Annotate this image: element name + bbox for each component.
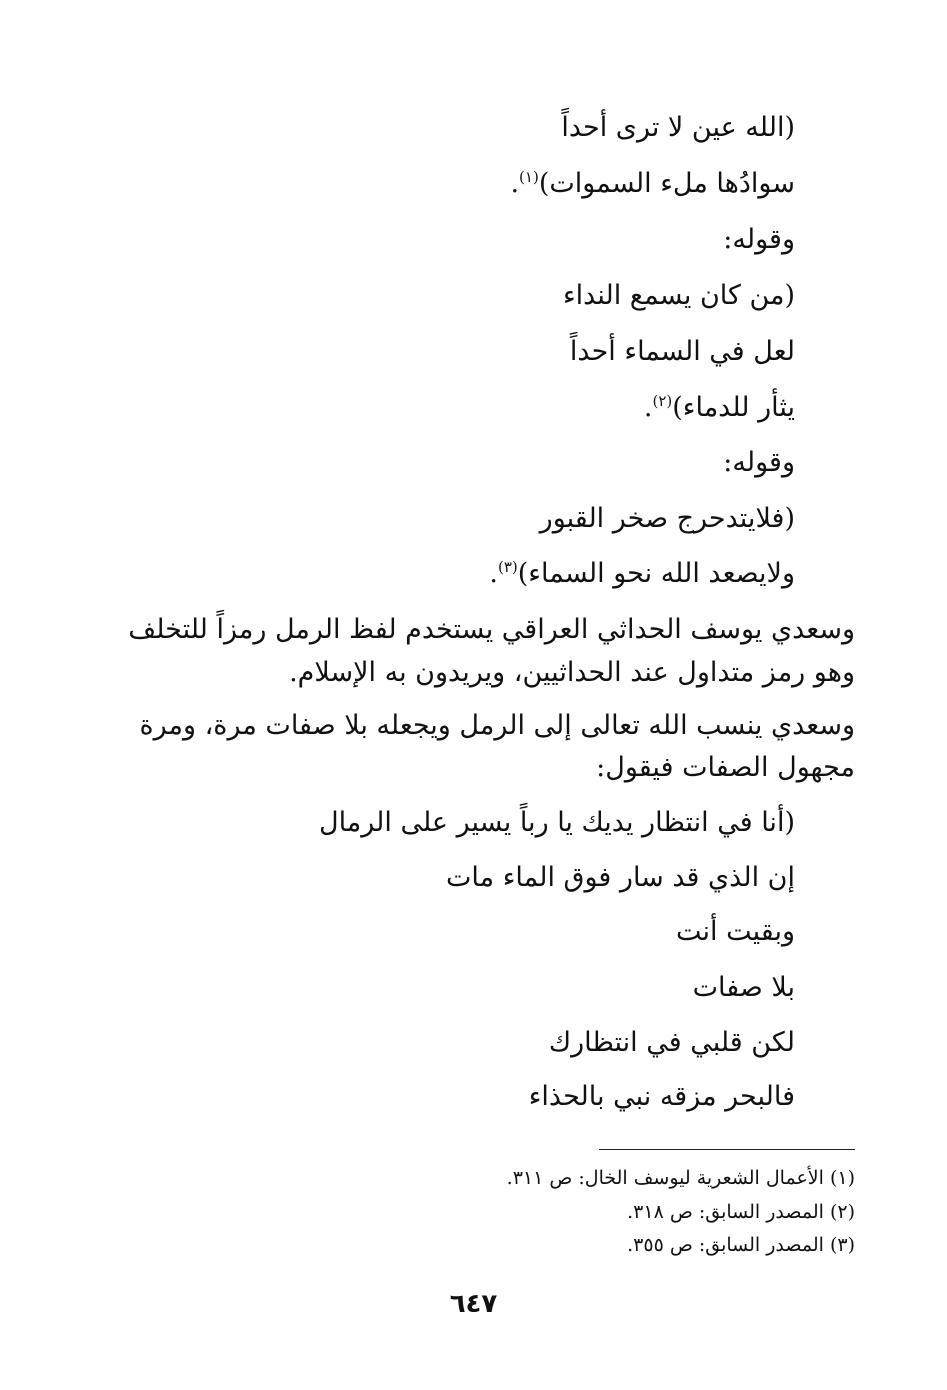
verse-line: [489, 554, 795, 594]
verse-line: إن الذي قد سار فوق الماء مات: [446, 862, 795, 893]
footnote: (١) الأعمال الشعرية ليوسف الخال: ص ٣١١.: [506, 1167, 855, 1189]
page-number: ٦٤٧: [449, 1289, 498, 1319]
footnote-ref: (٣): [497, 558, 518, 576]
verse-line: [644, 388, 795, 428]
verse-line: لعل في السماء أحداً: [569, 336, 795, 367]
verse-text: سوادُها ملء السموات): [538, 168, 795, 199]
verse-line: وبقيت أنت: [676, 916, 795, 947]
paragraph-line: وهو رمز متداول عند الحداثيين، ويريدون به الإسلام.: [289, 657, 855, 688]
footnote: (٢) المصدر السابق: ص ٣١٨.: [627, 1201, 855, 1223]
verse-line: (فلايتدحرج صخر القبور: [539, 503, 795, 534]
footnote-ref: (٢): [652, 392, 673, 410]
verse-line: بلا صفات: [692, 972, 795, 1003]
intro-line: وقوله:: [723, 447, 795, 478]
verse-text: يثأر للدماء): [672, 392, 795, 423]
verse-line: (من كان يسمع النداء: [562, 280, 795, 311]
paragraph-line: مجهول الصفات فيقول:: [596, 752, 855, 783]
footnote-ref: (١): [519, 168, 539, 186]
intro-line: وقوله:: [723, 224, 795, 255]
verse-line: (أنا في انتظار يديك يا رباً يسير على الرمال: [318, 807, 795, 838]
period: .: [643, 392, 653, 423]
verse-line: [510, 164, 795, 204]
verse-line: (الله عين لا ترى أحداً: [561, 112, 795, 143]
verse-line: لكن قلبي في انتظارك: [548, 1027, 795, 1058]
verse-line: فالبحر مزقه نبي بالحذاء: [528, 1081, 795, 1112]
period: .: [489, 558, 498, 589]
paragraph-line: وسعدي يوسف الحداثي العراقي يستخدم لفظ الرمل رمزاً للتخلف: [128, 614, 855, 645]
paragraph-line: وسعدي ينسب الله تعالى إلى الرمل ويجعله بلا صفات مرة، ومرة: [139, 710, 855, 741]
verse-text: ولايصعد الله نحو السماء): [517, 558, 795, 589]
footnote: (٣) المصدر السابق: ص ٣٥٥.: [627, 1234, 855, 1256]
period: .: [510, 168, 520, 199]
footnote-divider: [599, 1149, 855, 1150]
